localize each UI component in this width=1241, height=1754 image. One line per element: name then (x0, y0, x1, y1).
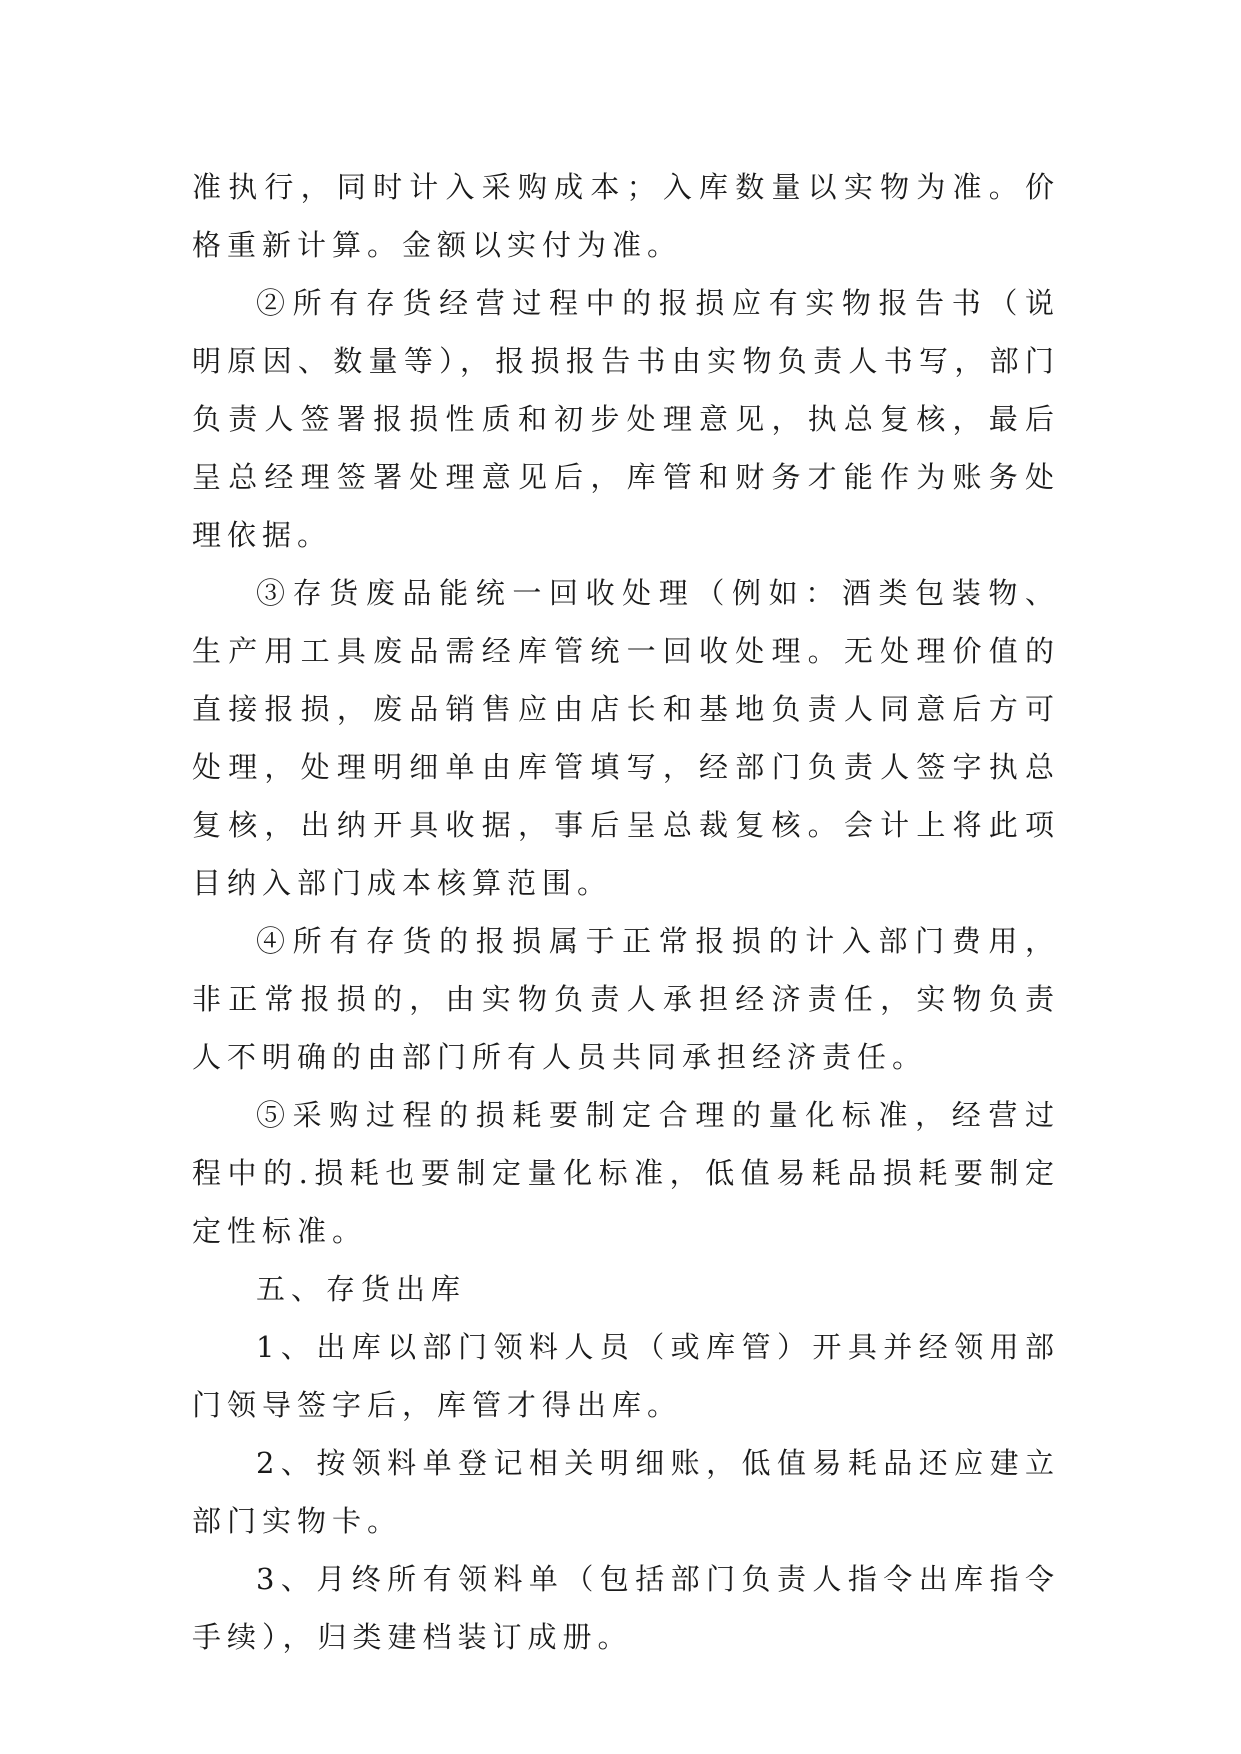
paragraph-point-1: 1、出库以部门领料人员（或库管）开具并经领用部门领导签字后，库管才得出库。 (192, 1330, 1060, 1422)
paragraph-item-5: ⑤采购过程的损耗要制定合理的量化标准，经营过程中的.损耗也要制定量化标准，低值易耗品损耗要制定定性标准。 (192, 1098, 1060, 1248)
paragraph-point-2: 2、按领料单登记相关明细账，低值易耗品还应建立部门实物卡。 (192, 1446, 1060, 1538)
paragraph-point-3: 3、月终所有领料单（包括部门负责人指令出库指令手续），归类建档装订成册。 (192, 1562, 1060, 1654)
paragraph-item-4: ④所有存货的报损属于正常报损的计入部门费用，非正常报损的，由实物负责人承担经济责任，实物负责人不明确的由部门所有人员共同承担经济责任。 (192, 924, 1060, 1074)
section-heading: 五、存货出库 (256, 1272, 467, 1306)
paragraph-item-2: ②所有存货经营过程中的报损应有实物报告书（说明原因、数量等），报损报告书由实物负责人书写，部门负责人签署报损性质和初步处理意见，执总复核，最后呈总经理签署处理意见后，库管和财务才能作为账务处理依据。 (192, 286, 1060, 552)
paragraph-item-3: ③存货废品能统一回收处理（例如：酒类包装物、生产用工具废品需经库管统一回收处理。无处理价值的直接报损，废品销售应由店长和基地负责人同意后方可处理，处理明细单由库管填写，经部门负责人签字执总复核，出纳开具收据，事后呈总裁复核。会计上将此项目纳入部门成本核算范围。 (192, 576, 1060, 900)
document-body (192, 158, 1060, 1666)
paragraph-continuation: 准执行，同时计入采购成本；入库数量以实物为准。价格重新计算。金额以实付为准。 (192, 170, 1060, 262)
